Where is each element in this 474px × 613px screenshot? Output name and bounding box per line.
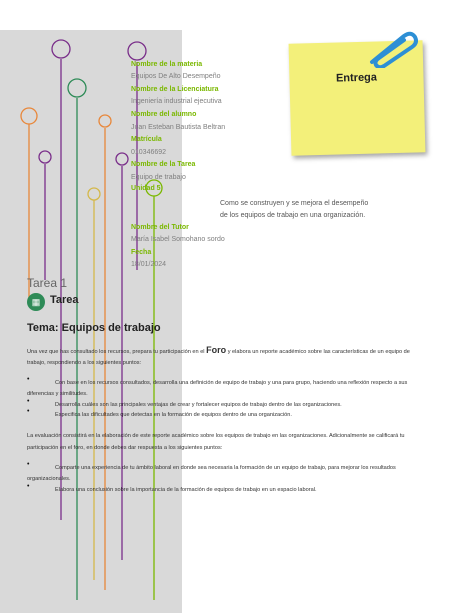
unit-label: Unidad 5 <box>131 185 161 192</box>
bullet-dot: • <box>27 461 30 468</box>
task-name-value: Equipo de trabajo <box>131 174 186 181</box>
subject-value: Equipos De Alto Desempeño <box>131 73 221 80</box>
bullet-dot: • <box>27 376 30 383</box>
note-title: Entrega <box>335 71 378 85</box>
intro-line-1 <box>27 345 452 357</box>
id-label: Matrícula <box>131 136 162 143</box>
intro-after: y elabora un reporte académico sobre las características de un equipo de <box>227 349 410 355</box>
task-name-label: Nombre de la Tarea <box>131 161 196 168</box>
bullet-dot: • <box>27 483 30 490</box>
degree-value: Ingeniería industrial ejecutiva <box>131 98 222 105</box>
bullet-dot: • <box>27 398 30 405</box>
student-label: Nombre del alumno <box>131 111 197 118</box>
date-label: Fecha <box>131 249 152 256</box>
degree-label: Nombre de la Licenciatura <box>131 86 219 93</box>
bullet-4-cont: organizacionales. <box>27 476 71 482</box>
document-icon: ▦ <box>27 293 45 311</box>
tutor-label: Nombre del Tutor <box>131 224 189 231</box>
bullet-3: Especifica las dificultades que detectas en la formación de equipos dentro de una organización. <box>55 412 292 418</box>
foro-word: Foro <box>206 345 227 355</box>
intro-before: Una vez que has consultado los recursos, prepara tu participación en el <box>27 349 205 355</box>
bullet-2: Desarrolla cuáles son las principales ventajas de crear y fortalecer equipos de trabajo dentro de las organizaciones. <box>55 402 342 408</box>
bullet-5: Elabora una conclusión sobre la importancia de la formación de equipos de trabajo en un espacio laboral. <box>55 487 317 493</box>
bullet-1: Con base en los recursos consultados, desarrolla una definición de equipo de trabajo y una para grupo, haciendo una reflexión respecto a sus <box>55 380 408 386</box>
description-line-2: de los equipos de trabajo en una organización. <box>220 212 366 219</box>
description-line-1: Como se construyen y se mejora el desempeño <box>220 200 369 207</box>
bullet-dot: • <box>27 408 30 415</box>
date-value: 18/01/2024 <box>131 261 167 268</box>
id-value: 010346692 <box>131 149 167 156</box>
subject-label: Nombre de la materia <box>131 61 203 68</box>
task-subheading: Tarea <box>50 294 79 306</box>
bullet-4: Comparte una experiencia de tu ámbito laboral en donde sea necesaria la formación de un equipo de trabajo, para mejorar los resultados <box>55 465 396 471</box>
topic-title: Tema: Equipos de trabajo <box>27 322 161 334</box>
task-heading: Tarea 1 <box>27 276 68 290</box>
bullet-1-cont: diferencias y similitudes. <box>27 391 88 397</box>
student-value: Juan Esteban Bautista Beltran <box>131 124 226 131</box>
intro-line-2: trabajo, respondiendo a los siguientes puntos: <box>27 360 142 366</box>
eval-line-2: participación en el foro, en donde debes dar respuesta a los siguientes puntos: <box>27 445 223 451</box>
tutor-value: María Isabel Somohano sordo <box>131 236 225 243</box>
paperclip-icon <box>366 28 418 68</box>
eval-line-1: La evaluación consistirá en la elaboración de este reporte académico sobre los equipos de trabajo en las organizaciones. Adicionalmente se calificará tu <box>27 433 405 439</box>
